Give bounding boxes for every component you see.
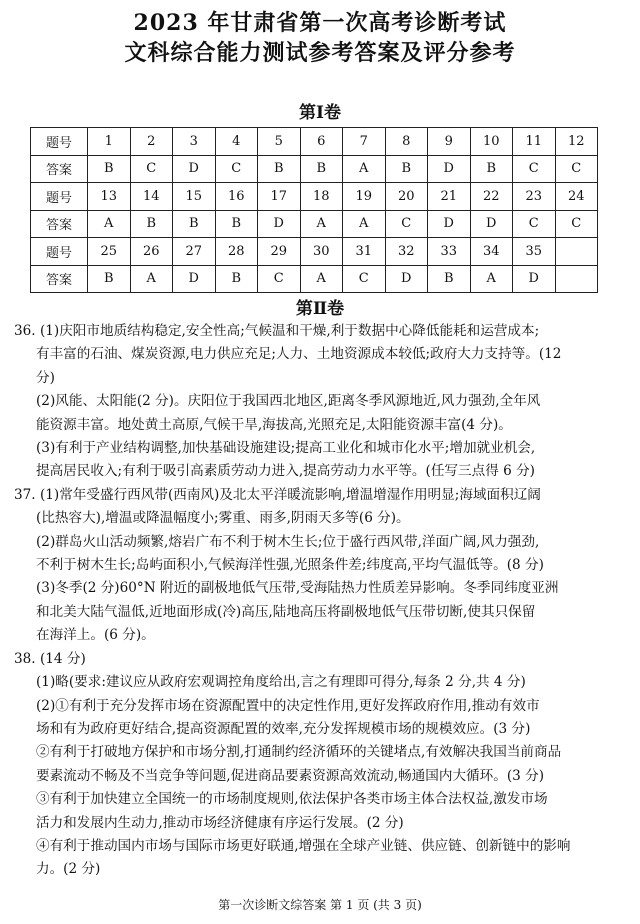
question-number-cell: 6 — [300, 128, 343, 156]
question-number-cell: 3 — [173, 128, 216, 156]
answer-letter-cell: C — [130, 155, 173, 183]
question-number-cell: 17 — [258, 183, 301, 211]
answer-letter-cell: B — [130, 210, 173, 238]
answer-letter-cell: D — [258, 210, 301, 238]
row-header-question: 题号 — [31, 238, 88, 266]
answer-letter-cell: A — [343, 155, 386, 183]
question-number-cell: 12 — [555, 128, 598, 156]
question-number-cell: 25 — [88, 238, 131, 266]
question-row — [31, 183, 598, 211]
answer-letter-cell: B — [88, 155, 131, 183]
answer-letter-cell: C — [513, 210, 556, 238]
answer-letter-cell: D — [385, 265, 428, 293]
q38-line: (2)①有利于充分发挥市场在资源配置中的决定性作用,更好发挥政府作用,推动有效市 — [36, 697, 540, 714]
question-number-cell: 18 — [300, 183, 343, 211]
question-number-cell: 1 — [88, 128, 131, 156]
q37-line: 和北美大陆气温低,近地面形成(冷)高压,陆地高压将副极地低气压带切断,使其只保留 — [36, 603, 536, 620]
question-number-cell: 31 — [343, 238, 386, 266]
question-number-cell: 21 — [428, 183, 471, 211]
answer-letter-cell: B — [470, 155, 513, 183]
q38-line: ③有利于加快建立全国统一的市场制度规则,依法保护各类市场主体合法权益,激发市场 — [36, 791, 548, 808]
q36-line: 36. (1)庆阳市地质结构稳定,安全性高;气候温和干燥,利于数据中心降低能耗和运营成本; — [14, 323, 540, 339]
answer-letter-cell: A — [300, 210, 343, 238]
answer-letter-cell: A — [300, 265, 343, 293]
answer-letter-cell: C — [555, 210, 598, 238]
question-number-cell: 10 — [470, 128, 513, 156]
question-number-cell: 13 — [88, 183, 131, 211]
question-number-cell: 22 — [470, 183, 513, 211]
answer-letter-cell: B — [88, 265, 131, 293]
answer-letter-cell: D — [428, 155, 471, 183]
q38-line: 38. (14 分) — [14, 650, 86, 667]
q38-line: 场和有为政府更好结合,提高资源配置的效率,充分发挥规模市场的规模效应。(3 分) — [36, 720, 531, 737]
question-number-cell: 14 — [130, 183, 173, 211]
q36-line: 能资源丰富。地处黄土高原,气候干旱,海拔高,光照充足,太阳能资源丰富(4 分)。 — [36, 416, 512, 433]
q37-line: (比热容大),增温或降温幅度小;雾重、雨多,阴雨天多等(6 分)。 — [36, 510, 410, 527]
question-row — [31, 128, 598, 156]
row-header-question: 题号 — [31, 183, 88, 211]
question-number-cell: 15 — [173, 183, 216, 211]
question-row — [31, 238, 598, 266]
section-heading-1: 第Ⅰ卷 — [299, 103, 341, 123]
question-number-cell: 20 — [385, 183, 428, 211]
question-number-cell: 7 — [343, 128, 386, 156]
answer-letter-cell: B — [385, 155, 428, 183]
answer-row — [31, 155, 598, 183]
q38-line: ②有利于打破地方保护和市场分割,打通制约经济循环的关键堵点,有效解决我国当前商品 — [36, 744, 562, 761]
section-heading-2: 第Ⅱ卷 — [295, 299, 345, 319]
question-number-cell: 32 — [385, 238, 428, 266]
answer-letter-cell: B — [300, 155, 343, 183]
answer-letter-cell: C — [385, 210, 428, 238]
question-number-cell: 29 — [258, 238, 301, 266]
q38-line: 活力和发展内生动力,推动市场经济健康有序运行发展。(2 分) — [36, 814, 404, 831]
answer-letter-cell: A — [470, 265, 513, 293]
q37-line: 37. (1)常年受盛行西风带(西南风)及北太平洋暖流影响,增温增湿作用明显;海域面积辽阔 — [14, 486, 541, 503]
answer-body — [14, 320, 626, 882]
row-header-question: 题号 — [31, 128, 88, 156]
q37-line: 在海洋上。(6 分)。 — [36, 627, 155, 644]
question-number-cell: 5 — [258, 128, 301, 156]
document-subtitle: 文科综合能力测试参考答案及评分参考 — [124, 40, 516, 66]
answer-letter-cell: A — [343, 210, 386, 238]
answer-letter-cell: B — [215, 265, 258, 293]
q38-line: 力。(2 分) — [36, 861, 101, 878]
row-header-answer: 答案 — [31, 155, 88, 183]
q37-line: (3)冬季(2 分)60°N 附近的副极地低气压带,受海陆热力性质差异影响。冬季同纬度亚洲 — [36, 580, 559, 597]
q37-line: (2)群岛火山活动频繁,熔岩广布不利于树木生长;位于盛行西风带,洋面广阔,风力强劲, — [36, 533, 540, 550]
question-number-cell: 2 — [130, 128, 173, 156]
answer-letter-cell: B — [173, 210, 216, 238]
answer-letter-cell: B — [215, 210, 258, 238]
answer-letter-cell: B — [428, 265, 471, 293]
answer-letter-cell: C — [555, 155, 598, 183]
question-number-cell: 16 — [215, 183, 258, 211]
question-number-cell: 11 — [513, 128, 556, 156]
question-number-cell — [555, 238, 598, 266]
q36-line: (3)有利于产业结构调整,加快基础设施建设;提高工业化和城市化水平;增加就业机会, — [36, 440, 536, 457]
question-number-cell: 19 — [343, 183, 386, 211]
q37-line: 不利于树木生长;岛屿面积小,气候海洋性强,光照条件差;纬度高,平均气温低等。(8 分) — [36, 557, 544, 574]
question-number-cell: 27 — [173, 238, 216, 266]
answer-row — [31, 210, 598, 238]
q38-line: 要素流动不畅及不当竞争等问题,促进商品要素资源高效流动,畅通国内大循环。(3 分) — [36, 767, 544, 784]
question-number-cell: 28 — [215, 238, 258, 266]
question-number-cell: 35 — [513, 238, 556, 266]
q36-line: 分) — [36, 369, 55, 386]
q38-line: ④有利于推动国内市场与国际市场更好联通,增强在全球产业链、供应链、创新链中的影响 — [36, 837, 571, 854]
row-header-answer: 答案 — [31, 210, 88, 238]
question-number-cell: 33 — [428, 238, 471, 266]
question-number-cell: 30 — [300, 238, 343, 266]
answer-letter-cell: D — [173, 155, 216, 183]
question-number-cell: 26 — [130, 238, 173, 266]
answer-letter-cell: C — [513, 155, 556, 183]
answer-row — [31, 265, 598, 293]
answer-letter-cell: C — [343, 265, 386, 293]
document-title: 2023 年甘肃省第一次高考诊断考试 — [133, 10, 507, 36]
question-number-cell: 4 — [215, 128, 258, 156]
answer-letter-cell: A — [130, 265, 173, 293]
answer-letter-cell: D — [173, 265, 216, 293]
answer-letter-cell: D — [513, 265, 556, 293]
question-number-cell: 23 — [513, 183, 556, 211]
answer-letter-cell: D — [428, 210, 471, 238]
answer-letter-cell: A — [88, 210, 131, 238]
question-number-cell: 9 — [428, 128, 471, 156]
question-number-cell: 8 — [385, 128, 428, 156]
answer-letter-cell: D — [470, 210, 513, 238]
question-number-cell: 24 — [555, 183, 598, 211]
q36-line: (2)风能、太阳能(2 分)。庆阳位于我国西北地区,距离冬季风源地近,风力强劲,全年风 — [36, 393, 541, 410]
row-header-answer: 答案 — [31, 265, 88, 293]
q36-line: 有丰富的石油、煤炭资源,电力供应充足;人力、土地资源成本较低;政府大力支持等。(12 — [36, 346, 562, 363]
answer-letter-cell — [555, 265, 598, 293]
answer-table — [30, 127, 598, 293]
answer-letter-cell: C — [258, 265, 301, 293]
q38-line: (1)略(要求:建议应从政府宏观调控角度给出,言之有理即可得分,每条 2 分,共 4 分) — [36, 674, 526, 691]
answer-letter-cell: B — [258, 155, 301, 183]
q36-line: 提高居民收入;有利于吸引高素质劳动力进入,提高劳动力水平等。(任写三点得 6 分) — [36, 463, 535, 480]
question-number-cell: 34 — [470, 238, 513, 266]
page-footer: 第一次诊断文综答案 第 1 页 (共 3 页) — [218, 898, 422, 912]
answer-letter-cell: C — [215, 155, 258, 183]
